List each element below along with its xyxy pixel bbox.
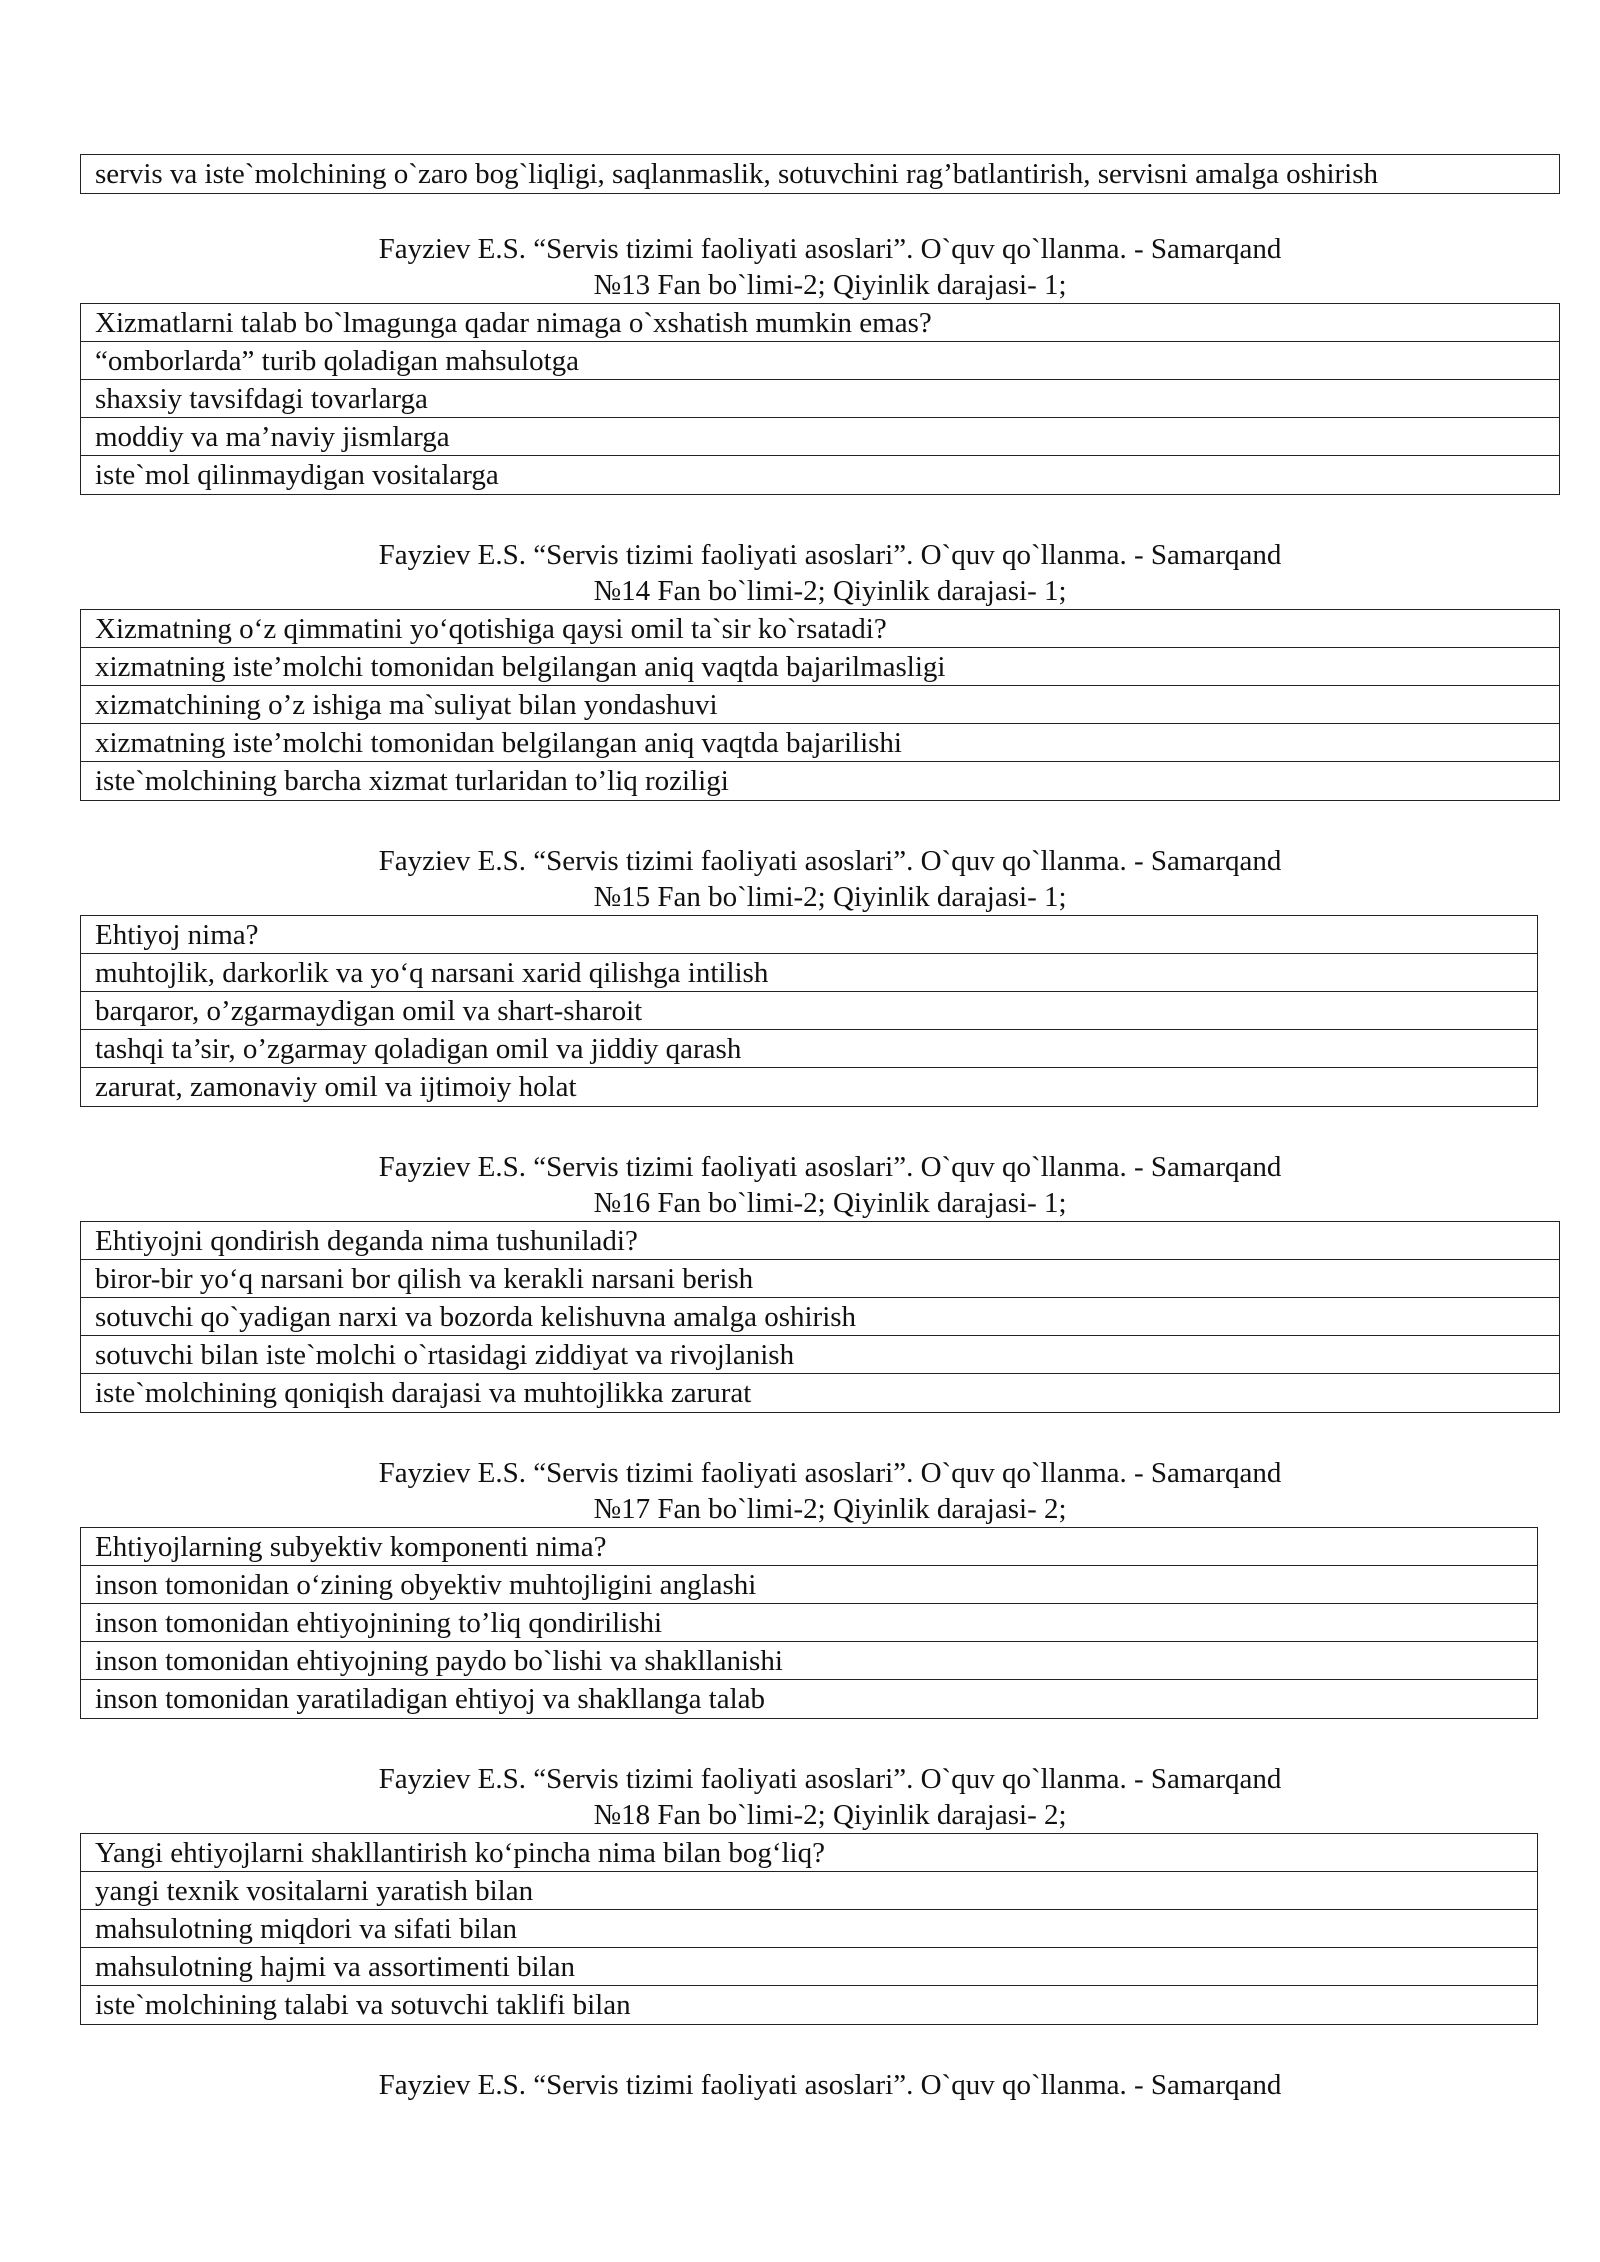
question-text: Xizmatning o‘z qimmatini yo‘qotishiga qaysi omil ta`sir ko`rsatadi? bbox=[81, 610, 1559, 648]
question-text: Ehtiyojlarning subyektiv komponenti nima? bbox=[81, 1528, 1537, 1566]
answer-option: servis va iste`molchining o`zaro bog`liqligi, saqlanmaslik, sotuvchini rag’batlantirish, servisni amalga oshirish bbox=[95, 158, 1378, 190]
source-reference: Fayziev E.S. “Servis tizimi faoliyati asoslari”. O`quv qo`llanma. - Samarqand bbox=[378, 1763, 1282, 1795]
answer-option: zarurat, zamonaviy omil va ijtimoiy holat bbox=[95, 1071, 577, 1103]
answer-option: barqaror, o’zgarmaydigan omil va shart-sharoit bbox=[81, 992, 1537, 1030]
answer-option: xizmatning iste’molchi tomonidan belgilangan aniq vaqtda bajarilmasligi bbox=[81, 648, 1559, 686]
source-reference: Fayziev E.S. “Servis tizimi faoliyati asoslari”. O`quv qo`llanma. - Samarqand bbox=[378, 539, 1282, 571]
question-meta: №15 Fan bo`limi-2; Qiyinlik darajasi- 1; bbox=[593, 881, 1067, 913]
question-text: Ehtiyoj nima? bbox=[81, 916, 1537, 954]
answer-option: tashqi ta’sir, o’zgarmay qoladigan omil va jiddiy qarash bbox=[81, 1030, 1537, 1068]
source-reference: Fayziev E.S. “Servis tizimi faoliyati asoslari”. O`quv qo`llanma. - Samarqand bbox=[378, 1457, 1282, 1489]
question-text: Xizmatlarni talab bo`lmagunga qadar nimaga o`xshatish mumkin emas? bbox=[81, 304, 1559, 342]
question-table bbox=[80, 915, 1538, 1107]
source-reference: Fayziev E.S. “Servis tizimi faoliyati asoslari”. O`quv qo`llanma. - Samarqand bbox=[378, 1151, 1282, 1183]
answer-option: sotuvchi qo`yadigan narxi va bozorda kelishuvna amalga oshirish bbox=[81, 1298, 1559, 1336]
question-table bbox=[80, 303, 1560, 495]
answer-option: inson tomonidan ehtiyojnining to’liq qondirilishi bbox=[81, 1604, 1537, 1642]
question-table bbox=[80, 1833, 1538, 2025]
answer-option: moddiy va ma’naviy jismlarga bbox=[81, 418, 1559, 456]
question-meta: №17 Fan bo`limi-2; Qiyinlik darajasi- 2; bbox=[593, 1493, 1067, 1525]
answer-option: xizmatchining o’z ishiga ma`suliyat bilan yondashuvi bbox=[81, 686, 1559, 724]
answer-option: iste`molchining qoniqish darajasi va muhtojlikka zarurat bbox=[95, 1377, 752, 1409]
source-reference: Fayziev E.S. “Servis tizimi faoliyati asoslari”. O`quv qo`llanma. - Samarqand bbox=[378, 233, 1282, 265]
question-meta: №18 Fan bo`limi-2; Qiyinlik darajasi- 2; bbox=[593, 1799, 1067, 1831]
question-table bbox=[80, 609, 1560, 801]
question-table bbox=[80, 1221, 1560, 1413]
question-text: Yangi ehtiyojlarni shakllantirish ko‘pincha nima bilan bog‘liq? bbox=[81, 1834, 1537, 1872]
answer-option: inson tomonidan o‘zining obyektiv muhtojligini anglashi bbox=[81, 1566, 1537, 1604]
answer-table-fragment bbox=[80, 154, 1560, 194]
question-meta: №14 Fan bo`limi-2; Qiyinlik darajasi- 1; bbox=[593, 575, 1067, 607]
question-meta: №16 Fan bo`limi-2; Qiyinlik darajasi- 1; bbox=[593, 1187, 1067, 1219]
question-table bbox=[80, 1527, 1538, 1719]
source-reference: Fayziev E.S. “Servis tizimi faoliyati asoslari”. O`quv qo`llanma. - Samarqand bbox=[378, 845, 1282, 877]
answer-option: biror-bir yo‘q narsani bor qilish va kerakli narsani berish bbox=[81, 1260, 1559, 1298]
answer-option: iste`molchining talabi va sotuvchi taklifi bilan bbox=[95, 1989, 631, 2021]
question-meta: №13 Fan bo`limi-2; Qiyinlik darajasi- 1; bbox=[593, 269, 1067, 301]
answer-option: mahsulotning miqdori va sifati bilan bbox=[81, 1910, 1537, 1948]
answer-option: “omborlarda” turib qoladigan mahsulotga bbox=[81, 342, 1559, 380]
answer-option: shaxsiy tavsifdagi tovarlarga bbox=[81, 380, 1559, 418]
answer-option: muhtojlik, darkorlik va yo‘q narsani xarid qilishga intilish bbox=[81, 954, 1537, 992]
answer-option: yangi texnik vositalarni yaratish bilan bbox=[81, 1872, 1537, 1910]
answer-option: inson tomonidan yaratiladigan ehtiyoj va shakllanga talab bbox=[95, 1683, 766, 1715]
answer-option: inson tomonidan ehtiyojning paydo bo`lishi va shakllanishi bbox=[81, 1642, 1537, 1680]
answer-option: iste`mol qilinmaydigan vositalarga bbox=[95, 459, 499, 491]
answer-option: xizmatning iste’molchi tomonidan belgilangan aniq vaqtda bajarilishi bbox=[81, 724, 1559, 762]
question-text: Ehtiyojni qondirish deganda nima tushuniladi? bbox=[81, 1222, 1559, 1260]
source-reference: Fayziev E.S. “Servis tizimi faoliyati asoslari”. O`quv qo`llanma. - Samarqand bbox=[378, 2069, 1282, 2101]
answer-option: mahsulotning hajmi va assortimenti bilan bbox=[81, 1948, 1537, 1986]
answer-option: sotuvchi bilan iste`molchi o`rtasidagi ziddiyat va rivojlanish bbox=[81, 1336, 1559, 1374]
answer-option: iste`molchining barcha xizmat turlaridan to’liq roziligi bbox=[95, 765, 729, 797]
